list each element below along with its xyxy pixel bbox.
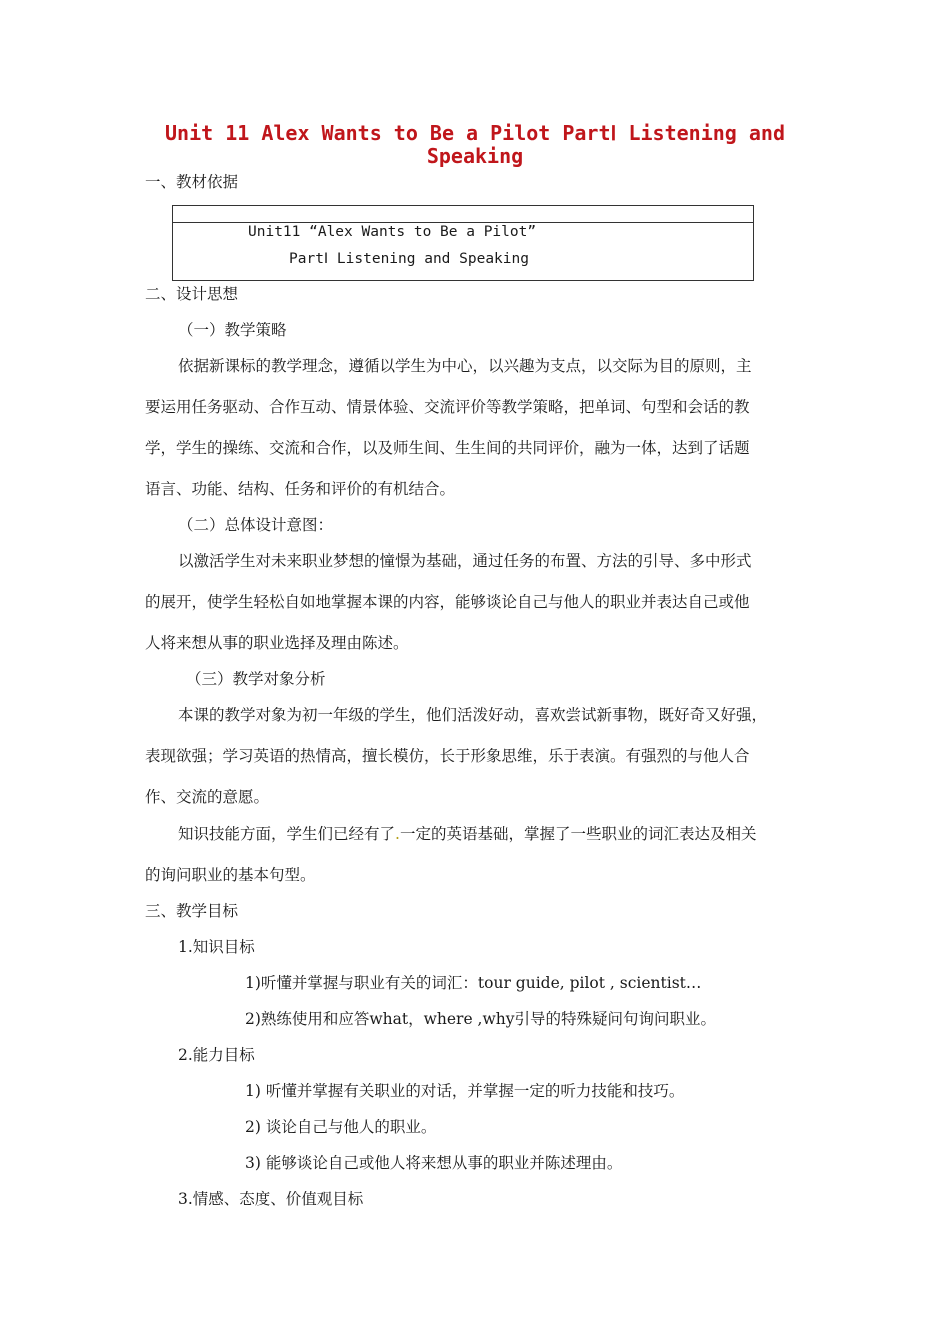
- goal-item: 2)熟练使用和应答what，where ,why引导的特殊疑问句询问职业。: [245, 1010, 716, 1028]
- title-line-1: Unit 11 Alex Wants to Be a Pilot PartⅠ Listening and: [165, 121, 785, 145]
- paragraph-line: 作、交流的意愿。: [145, 788, 270, 806]
- paragraph-line: 以激活学生对未来职业梦想的憧憬为基础，通过任务的布置、方法的引导、多中形式: [178, 552, 752, 570]
- paragraph-line: 表现欲强；学习英语的热情高，擅长模仿，长于形象思维，乐于表演。有强烈的与他人合: [145, 747, 750, 765]
- paragraph-line: 的询问职业的基本句型。: [145, 866, 316, 884]
- paragraph-line: 依据新课标的教学理念，遵循以学生为中心，以兴趣为支点，以交际为目的原则，主: [178, 357, 752, 375]
- text-span: 一定的英语基础，掌握了一些职业的词汇表达及相关: [399, 825, 757, 843]
- paragraph-line: 的展开，使学生轻松自如地掌握本课的内容，能够谈论自己与他人的职业并表达自己或他: [145, 593, 750, 611]
- goal-knowledge: 1.知识目标: [178, 938, 255, 956]
- table-line-2: PartⅠ Listening and Speaking: [289, 251, 529, 267]
- goal-item: 3) 能够谈论自己或他人将来想从事的职业并陈述理由。: [245, 1154, 623, 1172]
- subheading-strategy: （一）教学策略: [178, 321, 287, 339]
- paragraph-line: 语言、功能、结构、任务和评价的有机结合。: [145, 480, 456, 498]
- paragraph-line: 人将来想从事的职业选择及理由陈述。: [145, 634, 409, 652]
- paragraph-line: [178, 824, 843, 844]
- text-span: 知识技能方面，学生们已经有了: [178, 825, 396, 843]
- paragraph-line: 本课的教学对象为初一年级的学生，他们活泼好动，喜欢尝试新事物，既好奇又好强，: [178, 706, 768, 724]
- textbook-basis-table: [172, 205, 754, 281]
- goal-attitude: 3.情感、态度、价值观目标: [178, 1190, 364, 1208]
- paragraph-line: 学，学生的操练、交流和合作，以及师生间、生生间的共同评价，融为一体，达到了话题: [145, 439, 750, 457]
- subheading-audience: （三）教学对象分析: [186, 670, 326, 688]
- paragraph-line: 要运用任务驱动、合作互动、情景体验、交流评价等教学策略，把单词、句型和会话的教: [145, 398, 750, 416]
- section-heading-2: 二、设计思想: [145, 285, 239, 303]
- document-title: [150, 122, 800, 168]
- table-divider: [173, 222, 753, 223]
- section-heading-3: 三、教学目标: [145, 902, 239, 920]
- goal-item: 2) 谈论自己与他人的职业。: [245, 1118, 437, 1136]
- marker-dot: .: [395, 825, 400, 843]
- goal-item: 1)听懂并掌握与职业有关的词汇：tour guide, pilot , scientist…: [245, 974, 702, 992]
- table-line-1: Unit11 “Alex Wants to Be a Pilot”: [248, 224, 537, 240]
- subheading-design-intent: （二）总体设计意图：: [178, 516, 334, 534]
- section-heading-1: 一、教材依据: [145, 173, 239, 191]
- title-line-2: Speaking: [426, 144, 524, 168]
- goal-item: 1) 听懂并掌握有关职业的对话，并掌握一定的听力技能和技巧。: [245, 1082, 685, 1100]
- goal-ability: 2.能力目标: [178, 1046, 255, 1064]
